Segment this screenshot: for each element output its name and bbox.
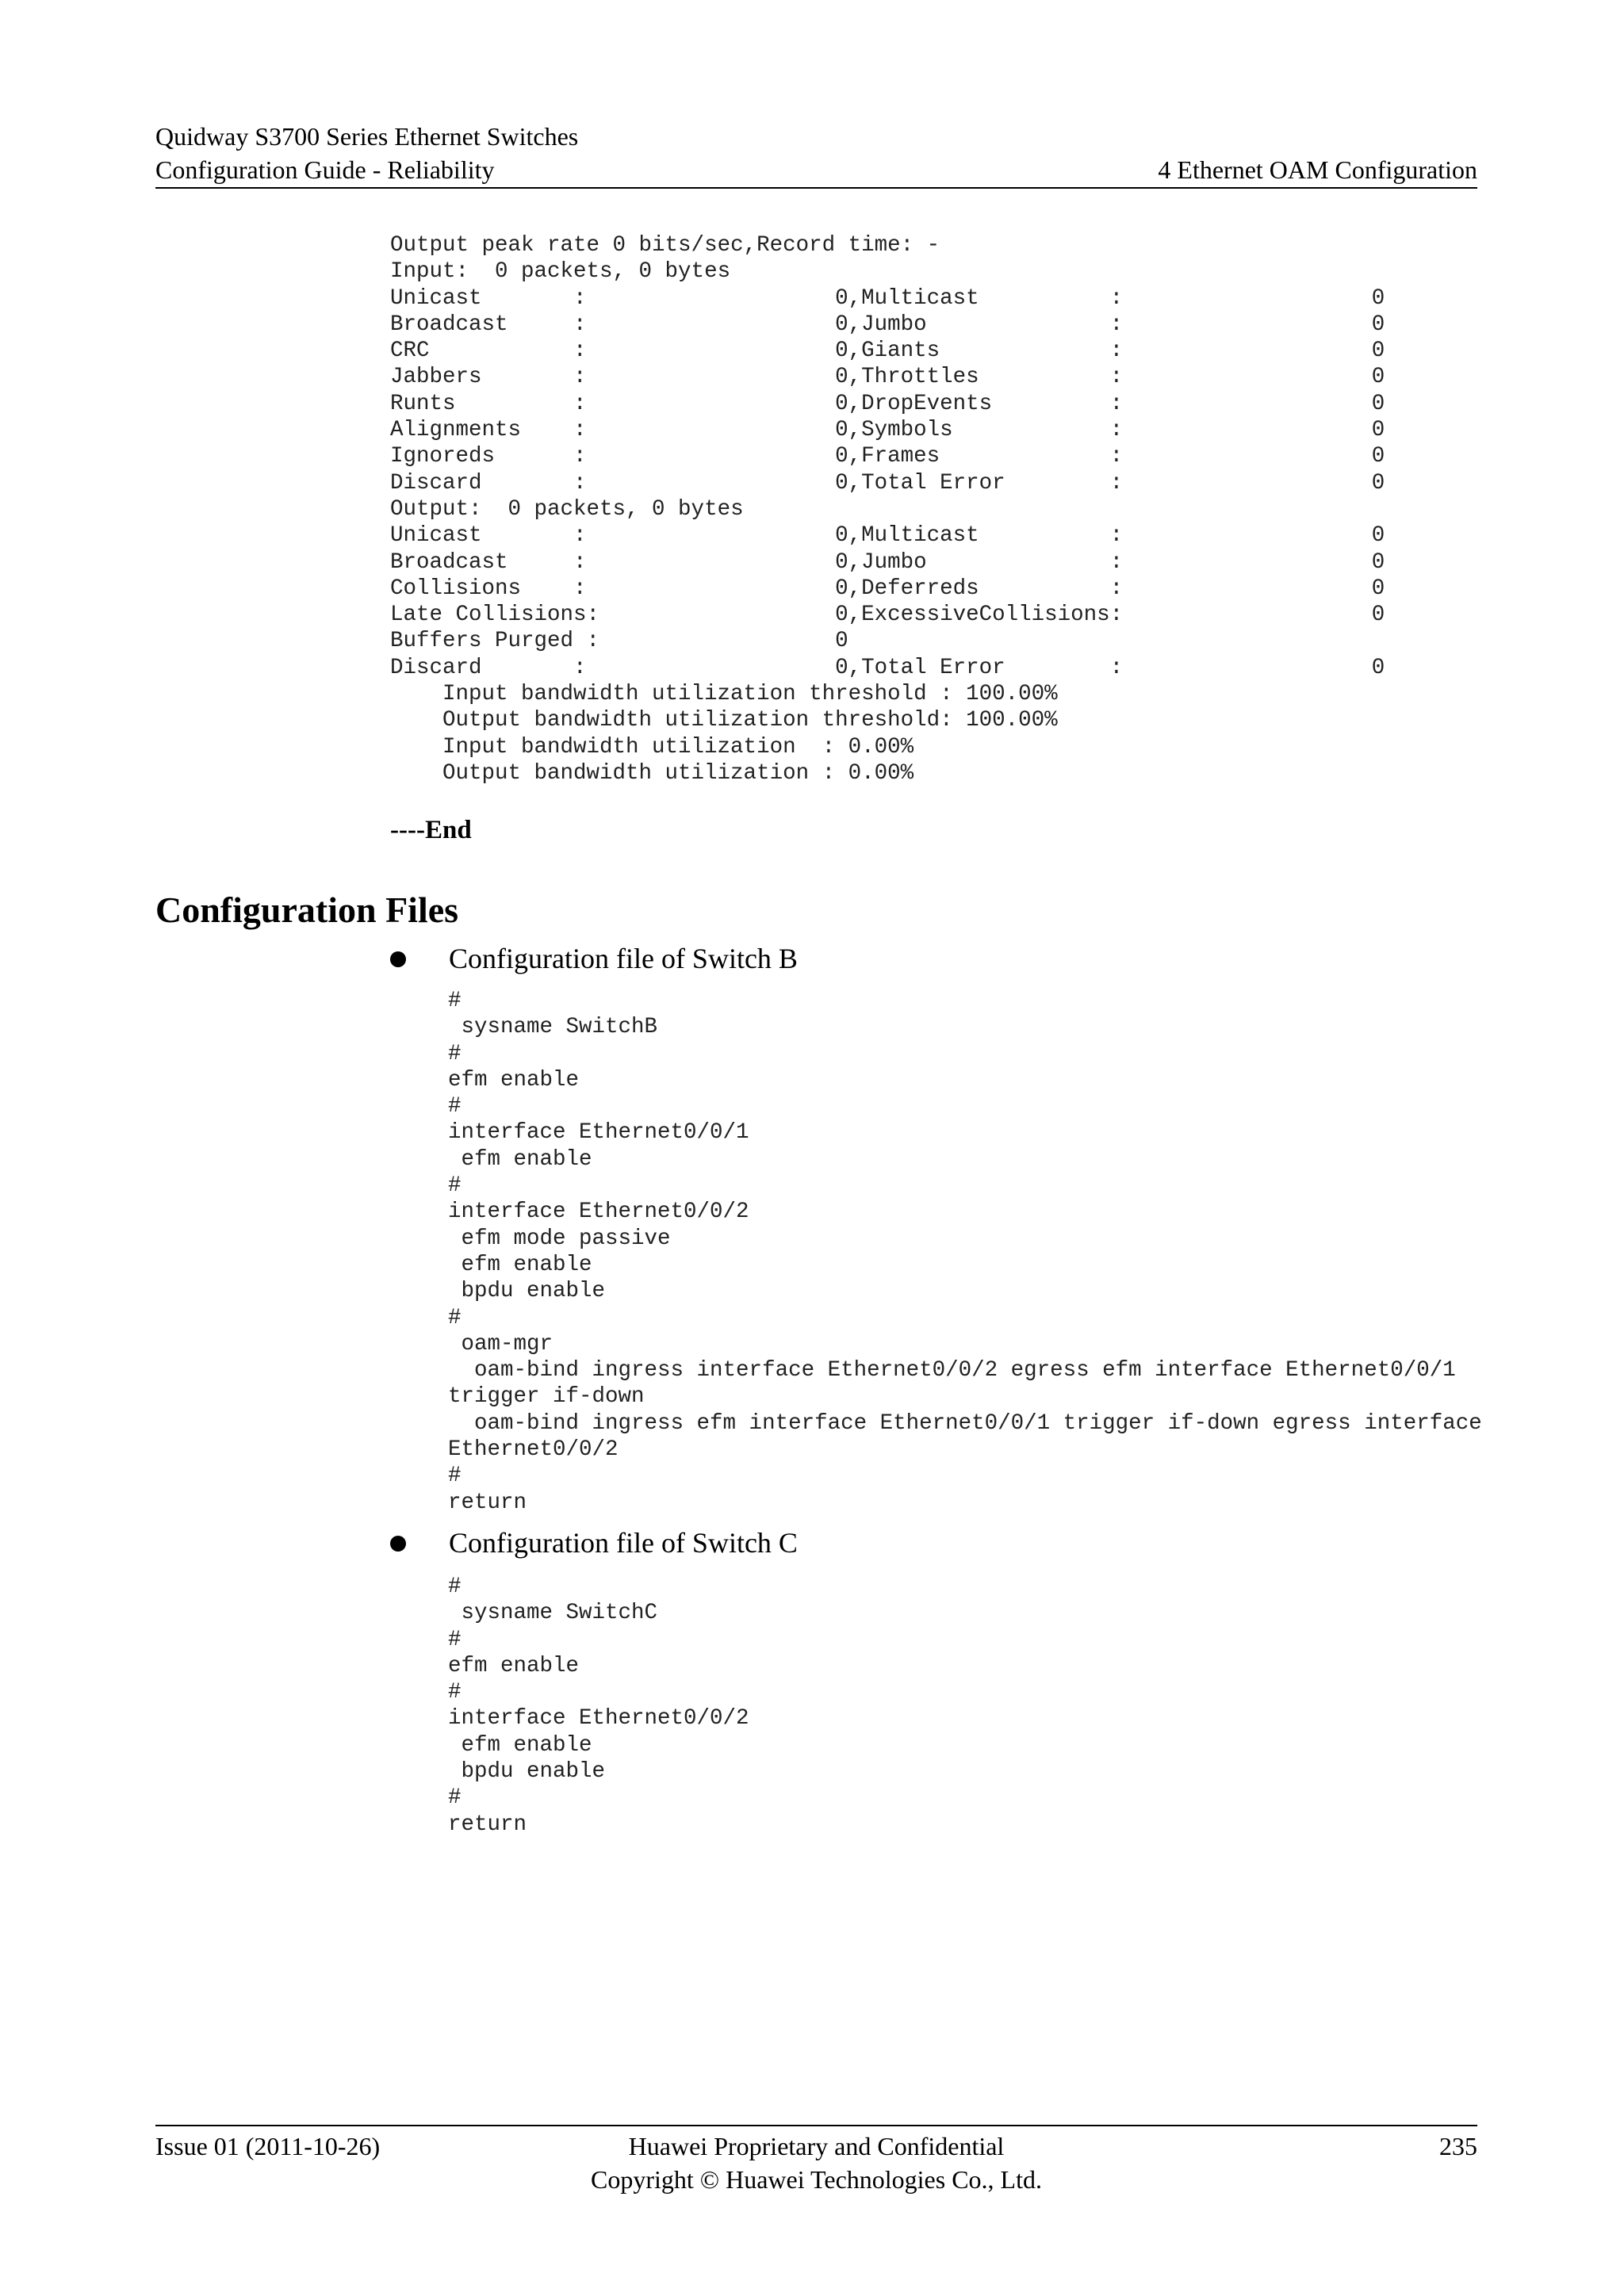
chapter-title: 4 Ethernet OAM Configuration xyxy=(1158,155,1477,184)
switch-c-config-code: # sysname SwitchC # efm enable # interface Ethernet0/0/2 efm enable bpdu enable # return xyxy=(448,1575,749,1837)
page-header xyxy=(155,119,1477,189)
issue-date: Issue 01 (2011-10-26) xyxy=(155,2132,381,2160)
bullet-icon xyxy=(390,1536,406,1552)
end-marker: ----End xyxy=(390,816,472,844)
copyright-notice: Copyright © Huawei Technologies Co., Ltd. xyxy=(591,2165,1042,2194)
page-number: 235 xyxy=(1439,2132,1477,2160)
switch-b-config-label: Configuration file of Switch B xyxy=(449,943,798,974)
proprietary-notice: Huawei Proprietary and Confidential xyxy=(628,2132,1005,2160)
bandwidth-utilization-output: Input bandwidth utilization threshold : 100.00% Output bandwidth utilization threshold: 100.00% Input bandwidth utilization : 0.00% Output bandwidth utilization : 0.00% xyxy=(442,682,1058,786)
page-footer xyxy=(155,2125,1477,2198)
switch-c-config-label: Configuration file of Switch C xyxy=(449,1527,798,1559)
footer-center xyxy=(155,2130,1477,2196)
section-title: Configuration Files xyxy=(155,890,459,930)
interface-statistics-output: Output peak rate 0 bits/sec,Record time: - Input: 0 packets, 0 bytes Unicast : 0,Multicast : 0 Broadcast : 0,Jumbo : 0 CRC : 0,Giants : 0 Jabbers : 0,Throttles : 0 Runts : 0,DropEvents : 0 Alignments : 0,Symbols : 0 Ignoreds : 0,Frames : 0 Discard : 0,Total Error : 0 Output: 0 packets, 0 bytes Unicast : 0,Multicast : 0 Broadcast : 0,Jumbo : 0 Collisions : 0,Deferreds : 0 Late Collisions: 0,ExcessiveCollisions: 0 Buffers Purged : 0 Discard : 0,Total Error : 0 xyxy=(390,233,1385,680)
switch-b-config-code: # sysname SwitchB # efm enable # interface Ethernet0/0/1 efm enable # interface Ethernet0/0/2 efm mode passive efm enable bpdu enable # oam-mgr oam-bind ingress interface Ethernet0/0/2 egress efm interface Ethernet0/0/1 trigger if-down oam-bind ingress efm interface Ethernet0/0/1 trigger if-down egress interface Ethernet0/0/2 # return xyxy=(448,989,1482,1515)
document-title: Quidway S3700 Series Ethernet Switches xyxy=(155,122,579,151)
bullet-icon xyxy=(390,951,406,967)
guide-title: Configuration Guide - Reliability xyxy=(155,155,495,184)
